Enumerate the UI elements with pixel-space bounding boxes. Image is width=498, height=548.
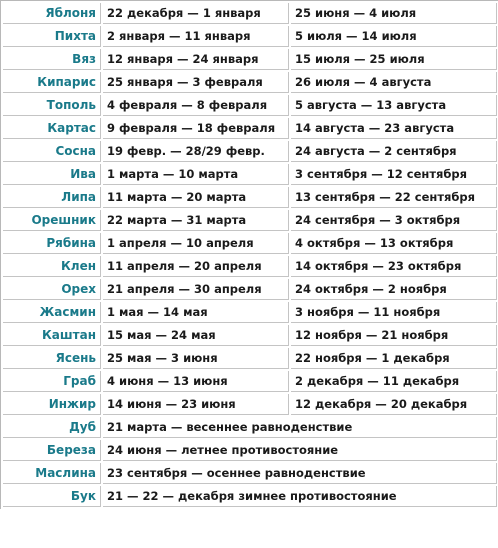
first-period: 2 января — 11 января (103, 26, 289, 47)
tree-name: Липа (3, 187, 101, 208)
second-period: 12 ноября — 21 ноября (291, 325, 497, 346)
first-period: 25 января — 3 февраля (103, 72, 289, 93)
table-row (3, 187, 497, 208)
table-row (3, 95, 497, 116)
first-period: 1 марта — 10 марта (103, 164, 289, 185)
first-period: 9 февраля — 18 февраля (103, 118, 289, 139)
second-period: 15 июля — 25 июля (291, 49, 497, 70)
table-row (3, 440, 497, 461)
table-row (3, 463, 497, 484)
table-row (3, 394, 497, 415)
second-period: 24 сентября — 3 октября (291, 210, 497, 231)
table-row (3, 210, 497, 231)
second-period: 22 ноября — 1 декабря (291, 348, 497, 369)
second-period: 3 ноября — 11 ноября (291, 302, 497, 323)
single-date: 24 июня — летнее противостояние (103, 440, 497, 461)
tree-name: Дуб (3, 417, 101, 438)
second-period: 25 июня — 4 июля (291, 3, 497, 24)
first-period: 22 марта — 31 марта (103, 210, 289, 231)
tree-name: Рябина (3, 233, 101, 254)
first-period: 21 апреля — 30 апреля (103, 279, 289, 300)
table-row (3, 371, 497, 392)
first-period: 1 мая — 14 мая (103, 302, 289, 323)
tree-name: Орех (3, 279, 101, 300)
table-body (3, 3, 497, 507)
first-period: 1 апреля — 10 апреля (103, 233, 289, 254)
table-row (3, 348, 497, 369)
second-period: 5 августа — 13 августа (291, 95, 497, 116)
tree-name: Инжир (3, 394, 101, 415)
first-period: 15 мая — 24 мая (103, 325, 289, 346)
tree-name: Маслина (3, 463, 101, 484)
tree-name: Береза (3, 440, 101, 461)
table-row (3, 233, 497, 254)
second-period: 13 сентября — 22 сентября (291, 187, 497, 208)
tree-name: Ива (3, 164, 101, 185)
second-period: 4 октября — 13 октября (291, 233, 497, 254)
table-row (3, 49, 497, 70)
tree-name: Граб (3, 371, 101, 392)
tree-name: Кипарис (3, 72, 101, 93)
table-row (3, 164, 497, 185)
second-period: 14 августа — 23 августа (291, 118, 497, 139)
table-row (3, 417, 497, 438)
table-row (3, 3, 497, 24)
tree-name: Каштан (3, 325, 101, 346)
second-period: 24 октября — 2 ноября (291, 279, 497, 300)
single-date: 23 сентября — осеннее равноденствие (103, 463, 497, 484)
first-period: 14 июня — 23 июня (103, 394, 289, 415)
first-period: 12 января — 24 января (103, 49, 289, 70)
first-period: 19 февр. — 28/29 февр. (103, 141, 289, 162)
tree-name: Ясень (3, 348, 101, 369)
second-period: 5 июля — 14 июля (291, 26, 497, 47)
tree-name: Клен (3, 256, 101, 277)
single-date: 21 марта — весеннее равноденствие (103, 417, 497, 438)
second-period: 14 октября — 23 октября (291, 256, 497, 277)
second-period: 2 декабря — 11 декабря (291, 371, 497, 392)
second-period: 3 сентября — 12 сентября (291, 164, 497, 185)
table-row (3, 256, 497, 277)
first-period: 11 марта — 20 марта (103, 187, 289, 208)
table-row (3, 486, 497, 507)
tree-name: Сосна (3, 141, 101, 162)
tree-name: Орешник (3, 210, 101, 231)
first-period: 4 июня — 13 июня (103, 371, 289, 392)
tree-name: Вяз (3, 49, 101, 70)
table-row (3, 141, 497, 162)
second-period: 12 декабря — 20 декабря (291, 394, 497, 415)
table-row (3, 279, 497, 300)
tree-name: Жасмин (3, 302, 101, 323)
second-period: 24 августа — 2 сентября (291, 141, 497, 162)
table-row (3, 118, 497, 139)
table-row (3, 26, 497, 47)
first-period: 11 апреля — 20 апреля (103, 256, 289, 277)
first-period: 25 мая — 3 июня (103, 348, 289, 369)
first-period: 4 февраля — 8 февраля (103, 95, 289, 116)
first-period: 22 декабря — 1 января (103, 3, 289, 24)
tree-name: Пихта (3, 26, 101, 47)
tree-name: Тополь (3, 95, 101, 116)
table-row (3, 325, 497, 346)
single-date: 21 — 22 — декабря зимнее противостояние (103, 486, 497, 507)
table-row (3, 302, 497, 323)
tree-name: Бук (3, 486, 101, 507)
tree-name: Картас (3, 118, 101, 139)
table-row (3, 72, 497, 93)
second-period: 26 июля — 4 августа (291, 72, 497, 93)
tree-name: Яблоня (3, 3, 101, 24)
